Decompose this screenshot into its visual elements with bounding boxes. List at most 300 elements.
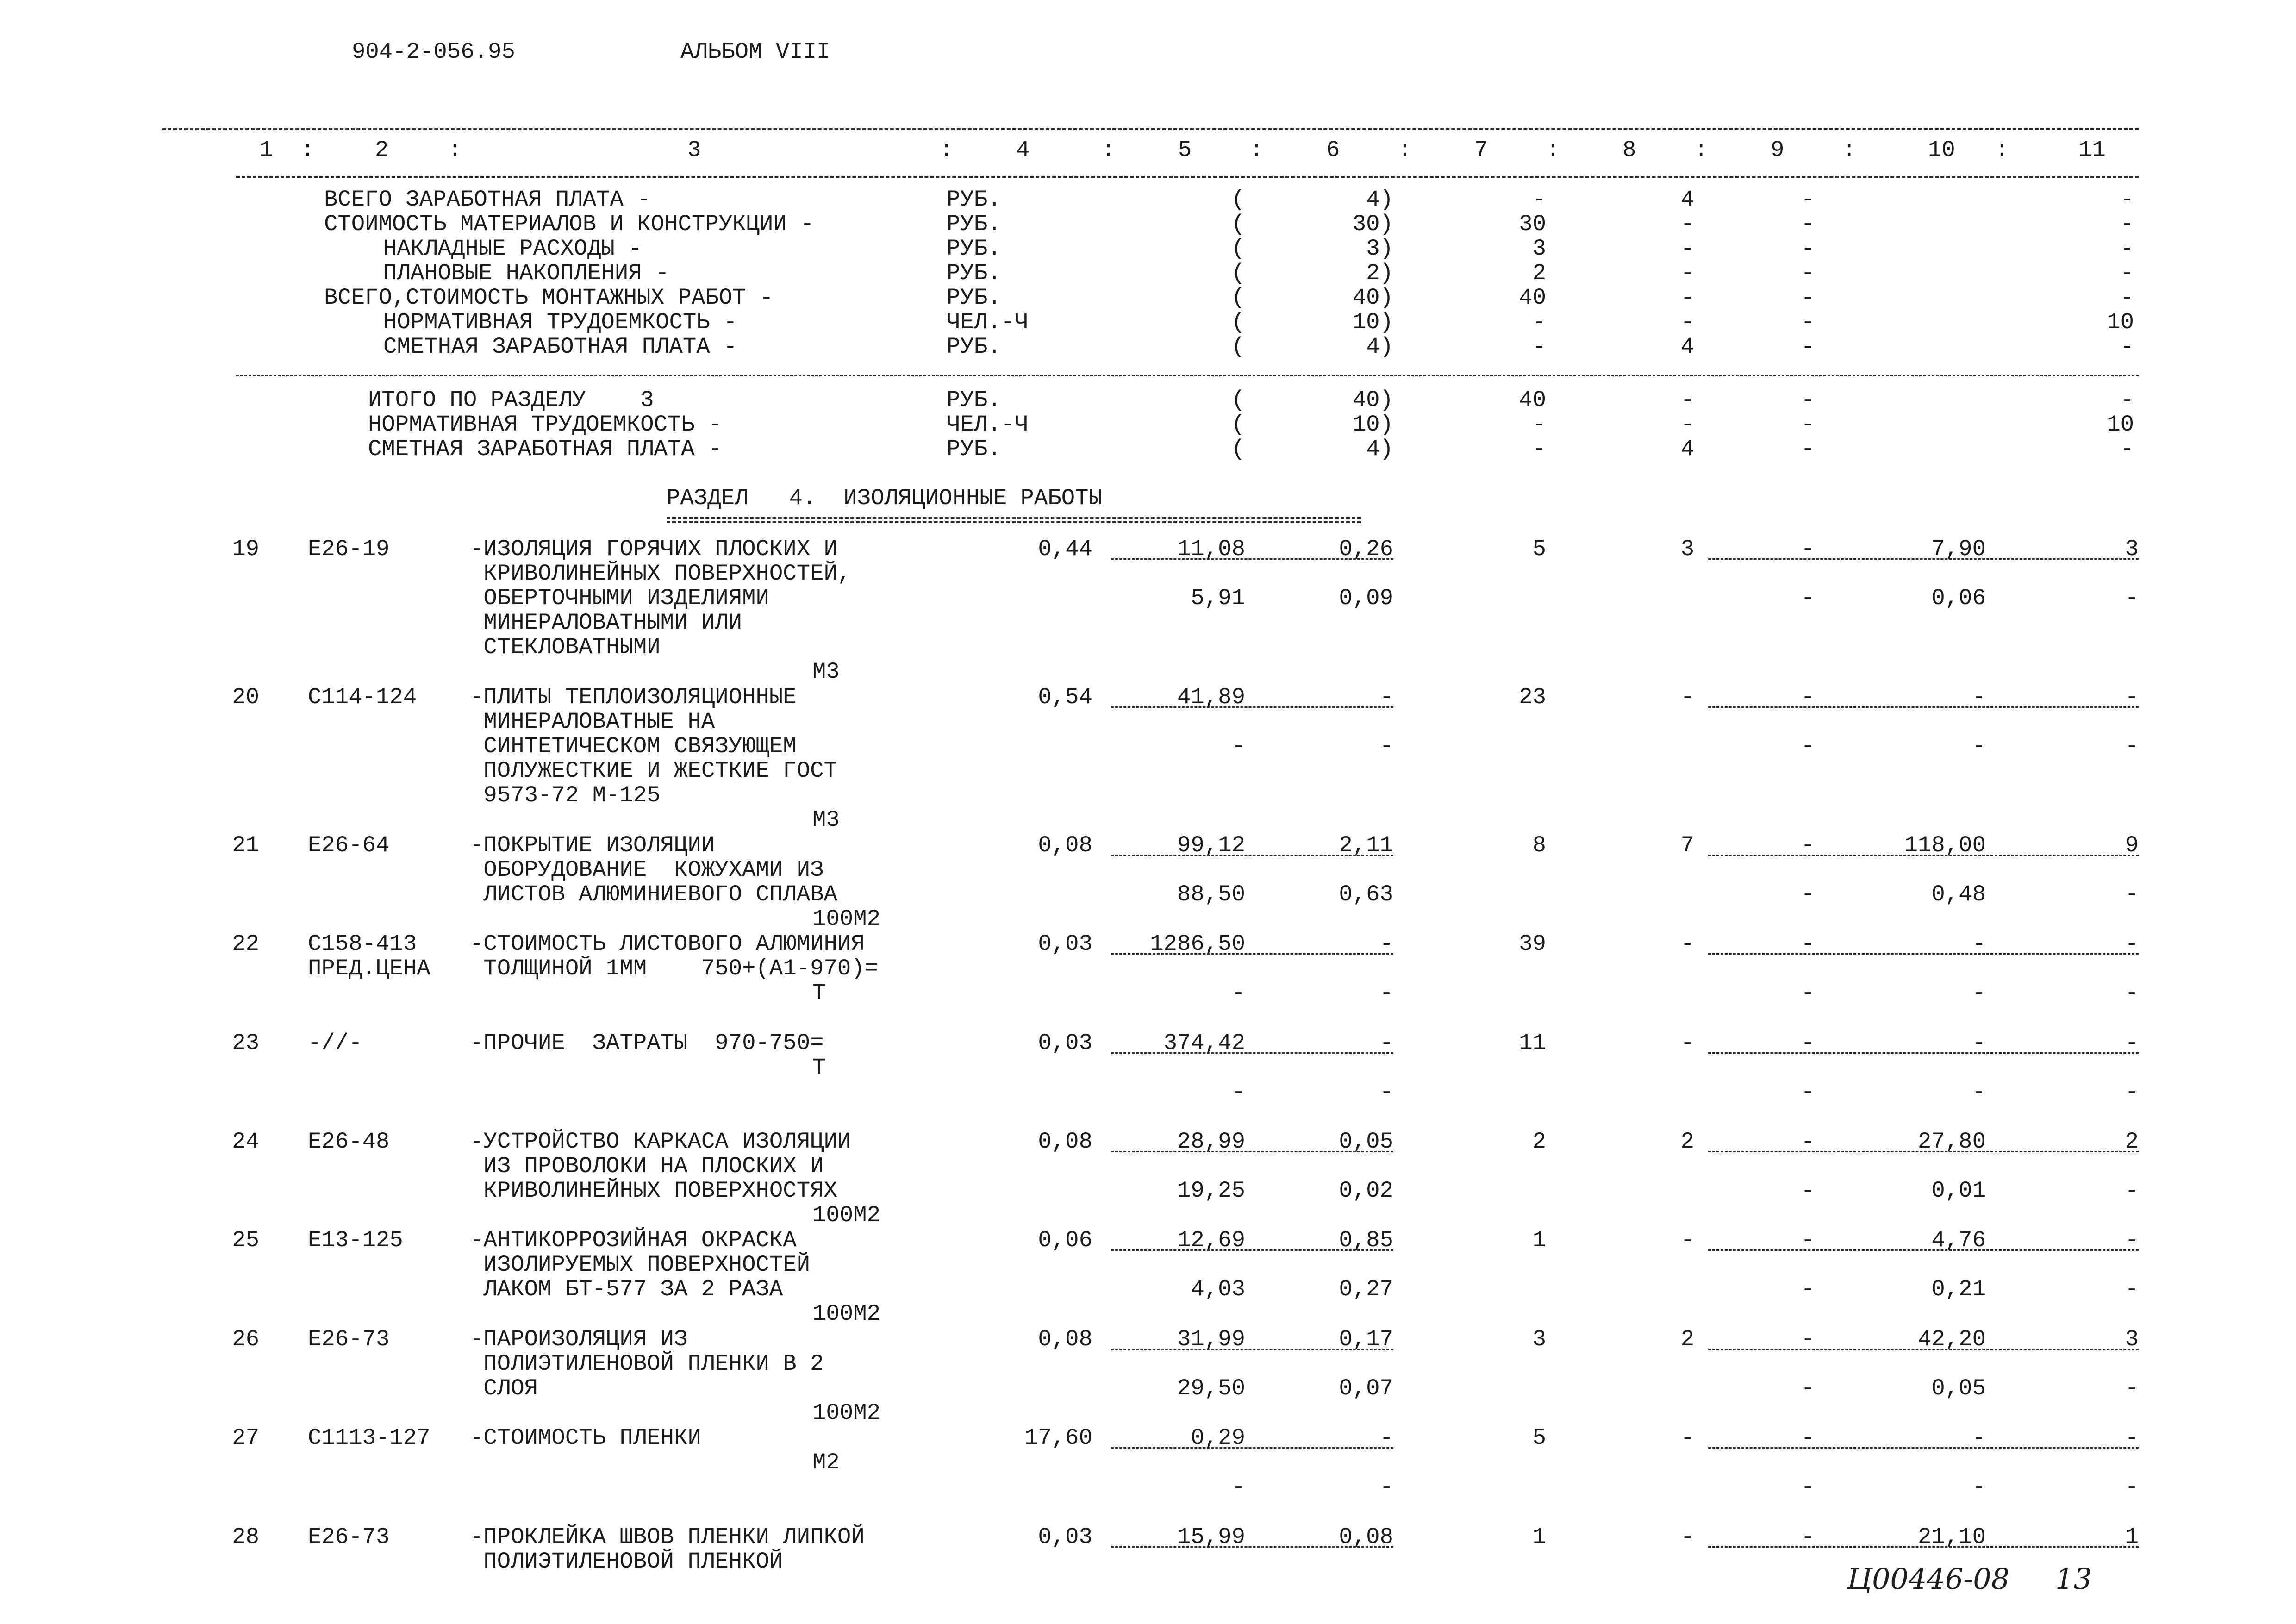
item-c5: 1286,50 [1150,931,1245,957]
item-description-line: ОБОРУДОВАНИЕ КОЖУХАМИ ИЗ [470,857,824,883]
totals-col11: - [2120,260,2134,286]
item-code: С1113-127 [308,1425,430,1451]
item-description-line: 9573-72 М-125 [470,782,661,808]
item-description-line: ЛАКОМ БТ-577 ЗА 2 РАЗА [470,1276,783,1302]
totals-col11: - [2120,334,2134,360]
item-number: 25 [232,1227,259,1253]
item-code: С114-124 [308,684,417,710]
column-separator: : [1694,137,1708,163]
totals-col6: 2) [1366,260,1393,286]
item-c6-second-line: 0,27 [1339,1276,1393,1302]
item-c7: 8 [1532,832,1546,858]
totals-label: НАКЛАДНЫЕ РАСХОДЫ - [383,236,642,262]
totals-col7: 40 [1519,285,1546,311]
totals-col11: 10 [2107,412,2134,437]
item-c5: 12,69 [1177,1227,1245,1253]
item-rule [1111,855,1393,856]
totals-paren: ( [1231,260,1245,286]
item-c5: 374,42 [1163,1030,1245,1056]
totals-col6: 10) [1352,309,1393,335]
totals-unit: РУБ. [947,334,1001,360]
totals-col7: - [1532,334,1546,360]
totals-col6: 30) [1352,211,1393,237]
totals-label: СТОИМОСТЬ МАТЕРИАЛОВ И КОНСТРУКЦИИ - [324,211,814,237]
totals-col11: - [2120,436,2134,462]
totals-col9: - [1801,236,1815,262]
totals-col9: - [1801,334,1815,360]
item-description-line: ИЗ ПРОВОЛОКИ НА ПЛОСКИХ И [470,1153,824,1179]
item-description-line: -АНТИКОРРОЗИЙНАЯ ОКРАСКА [470,1227,797,1253]
item-c11: 2 [2125,1129,2139,1155]
totals-col9: - [1801,387,1815,413]
item-unit: 100М2 [812,1400,881,1426]
item-c5: 99,12 [1177,832,1245,858]
item-c9: - [1801,684,1815,710]
totals-col8: - [1680,387,1694,413]
item-c11-second-line: - [2125,1276,2139,1302]
totals-paren: ( [1231,387,1245,413]
column-separator: : [940,137,954,163]
totals-label: ИТОГО ПО РАЗДЕЛУ 3 [368,387,654,413]
item-description-line: ПОЛУЖЕСТКИЕ И ЖЕСТКИЕ ГОСТ [470,758,837,784]
item-c7: 1 [1532,1227,1546,1253]
column-number-6: 6 [1326,137,1340,163]
item-c11: 1 [2125,1524,2139,1550]
item-c6: 0,26 [1339,536,1393,562]
item-rule [1111,1349,1393,1350]
totals-paren: ( [1231,309,1245,335]
totals-unit: РУБ. [947,260,1001,286]
item-code: Е26-64 [308,832,390,858]
item-number: 26 [232,1326,259,1352]
totals-col7: - [1532,309,1546,335]
totals-paren: ( [1231,334,1245,360]
item-rule [1708,1151,2139,1152]
item-c4: 0,03 [1038,1030,1092,1056]
totals-col6: 4) [1366,187,1393,212]
totals-col9: - [1801,285,1815,311]
item-c5-second-line: 88,50 [1177,881,1245,907]
item-c9-second-line: - [1801,1079,1815,1105]
item-rule [1708,706,2139,708]
item-c11-second-line: - [2125,1474,2139,1500]
item-c11: 3 [2125,536,2139,562]
totals-col8: 4 [1680,334,1694,360]
item-rule [1708,953,2139,955]
totals-col9: - [1801,211,1815,237]
item-c8: 3 [1680,536,1694,562]
item-c5: 41,89 [1177,684,1245,710]
column-number-7: 7 [1474,137,1488,163]
item-description-line: -ПОКРЫТИЕ ИЗОЛЯЦИИ [470,832,715,858]
item-c6-second-line: - [1379,733,1393,759]
item-c9-second-line: - [1801,1276,1815,1302]
item-c7: 2 [1532,1129,1546,1155]
item-c4: 0,03 [1038,1524,1092,1550]
totals-col7: 30 [1519,211,1546,237]
column-number-4: 4 [1016,137,1030,163]
column-number-1: 1 [259,137,273,163]
totals-col7: - [1532,412,1546,437]
item-description-line: СТЕКЛОВАТНЫМИ [470,634,661,660]
section-title-underline [667,517,1361,523]
totals-col9: - [1801,412,1815,437]
item-c9: - [1801,1129,1815,1155]
item-description-line: СЛОЯ [470,1375,538,1401]
item-rule [1111,1151,1393,1152]
column-number-5: 5 [1178,137,1192,163]
item-c5-second-line: 29,50 [1177,1375,1245,1401]
item-c9-second-line: - [1801,1178,1815,1204]
item-c9-second-line: - [1801,1474,1815,1500]
totals-label: СМЕТНАЯ ЗАРАБОТНАЯ ПЛАТА - [368,436,722,462]
item-unit: М2 [812,1449,840,1475]
item-c4: 0,08 [1038,1129,1092,1155]
totals-label: СМЕТНАЯ ЗАРАБОТНАЯ ПЛАТА - [383,334,737,360]
item-c6-second-line: 0,09 [1339,585,1393,611]
totals-unit: ЧЕЛ.-Ч [947,412,1029,437]
item-c10-second-line: 0,48 [1931,881,1986,907]
item-rule [1111,1249,1393,1251]
column-number-2: 2 [375,137,389,163]
item-description-line: КРИВОЛИНЕЙНЫХ ПОВЕРХНОСТЕЙ, [470,561,851,587]
item-rule [1708,855,2139,856]
totals-col9: - [1801,260,1815,286]
totals-col7: 3 [1532,236,1546,262]
totals-label: ВСЕГО ЗАРАБОТНАЯ ПЛАТА - [324,187,651,212]
item-number: 22 [232,931,259,957]
item-code-note: ПРЕД.ЦЕНА [308,956,430,981]
item-unit: 100М2 [812,1301,881,1327]
totals-separator-rule [236,375,2139,376]
item-c10: 27,80 [1917,1129,1986,1155]
item-c6-second-line: 0,07 [1339,1375,1393,1401]
item-c9: - [1801,931,1815,957]
column-number-11: 11 [2078,137,2106,163]
totals-col7: - [1532,436,1546,462]
item-rule [1708,1052,2139,1054]
item-c4: 0,44 [1038,536,1092,562]
album-label: АЛЬБОМ VIII [680,39,830,65]
item-c6: - [1379,1030,1393,1056]
item-c11-second-line: - [2125,585,2139,611]
totals-col11: 10 [2107,309,2134,335]
item-c9-second-line: - [1801,1375,1815,1401]
handwritten-stamp-number: Ц00446-08 [1847,1562,2010,1596]
item-rule [1111,558,1393,560]
item-c5-second-line: - [1231,1474,1245,1500]
item-c9-second-line: - [1801,585,1815,611]
item-c10-second-line: - [1972,980,1986,1006]
item-rule [1111,1447,1393,1449]
item-rule [1111,1052,1393,1054]
item-c5-second-line: 4,03 [1191,1276,1245,1302]
item-rule [1708,1349,2139,1350]
totals-col8: - [1680,309,1694,335]
item-c9: - [1801,1425,1815,1451]
column-separator: : [1398,137,1412,163]
totals-unit: РУБ. [947,387,1001,413]
item-c7: 5 [1532,536,1546,562]
column-separator: : [1250,137,1264,163]
item-description-line: ТОЛЩИНОЙ 1ММ 750+(А1-970)= [470,956,879,981]
totals-col8: - [1680,211,1694,237]
item-rule [1708,1546,2139,1548]
item-description-line: МИНЕРАЛОВАТНЫЕ НА [470,709,715,735]
totals-col8: 4 [1680,187,1694,212]
item-c6: - [1379,931,1393,957]
item-c5: 31,99 [1177,1326,1245,1352]
totals-col7: 2 [1532,260,1546,286]
item-number: 19 [232,536,259,562]
item-c5-second-line: - [1231,1079,1245,1105]
item-rule [1111,953,1393,955]
item-description-line: -ПРОКЛЕЙКА ШВОВ ПЛЕНКИ ЛИПКОЙ [470,1524,865,1550]
item-c10-second-line: 0,01 [1931,1178,1986,1204]
item-description-line: СИНТЕТИЧЕСКОМ СВЯЗУЮЩЕМ [470,733,797,759]
column-number-8: 8 [1622,137,1636,163]
totals-col6: 40) [1352,387,1393,413]
item-c6-second-line: - [1379,1474,1393,1500]
item-c9: - [1801,1227,1815,1253]
item-c10-second-line: - [1972,1079,1986,1105]
totals-col11: - [2120,236,2134,262]
item-c7: 3 [1532,1326,1546,1352]
totals-col8: - [1680,285,1694,311]
item-description-line: -СТОИМОСТЬ ЛИСТОВОГО АЛЮМИНИЯ [470,931,865,957]
item-c7: 1 [1532,1524,1546,1550]
totals-col8: - [1680,236,1694,262]
item-c8: - [1680,1524,1694,1550]
totals-col9: - [1801,436,1815,462]
item-description-line: ПОЛИЭТИЛЕНОВОЙ ПЛЕНКОЙ [470,1549,783,1574]
totals-col8: - [1680,260,1694,286]
item-unit: М3 [812,807,840,833]
totals-label: ПЛАНОВЫЕ НАКОПЛЕНИЯ - [383,260,669,286]
item-c7: 39 [1519,931,1546,957]
column-separator: : [1842,137,1856,163]
item-c8: - [1680,684,1694,710]
item-c11-second-line: - [2125,1375,2139,1401]
item-unit: М3 [812,659,840,685]
item-c5-second-line: - [1231,733,1245,759]
totals-col6: 3) [1366,236,1393,262]
item-c10-second-line: 0,21 [1931,1276,1986,1302]
item-c5: 15,99 [1177,1524,1245,1550]
item-c5-second-line: 5,91 [1191,585,1245,611]
item-c10: - [1972,684,1986,710]
item-description-line: ПОЛИЭТИЛЕНОВОЙ ПЛЕНКИ В 2 [470,1351,824,1377]
item-c6: 0,05 [1339,1129,1393,1155]
page-number: 13 [2055,1562,2092,1596]
item-number: 28 [232,1524,259,1550]
column-separator: : [1102,137,1116,163]
item-number: 27 [232,1425,259,1451]
item-c9: - [1801,536,1815,562]
totals-col11: - [2120,285,2134,311]
item-c9-second-line: - [1801,980,1815,1006]
item-c9: - [1801,1030,1815,1056]
item-c8: 2 [1680,1326,1694,1352]
item-c6: - [1379,1425,1393,1451]
column-separator: : [1995,137,2009,163]
item-number: 20 [232,684,259,710]
totals-paren: ( [1231,187,1245,212]
totals-paren: ( [1231,211,1245,237]
item-description-line: ЛИСТОВ АЛЮМИНИЕВОГО СПЛАВА [470,881,837,907]
table-top-rule [162,128,2139,130]
totals-unit: РУБ. [947,211,1001,237]
item-number: 21 [232,832,259,858]
item-c11: 9 [2125,832,2139,858]
item-c9-second-line: - [1801,881,1815,907]
item-c9: - [1801,1524,1815,1550]
item-c11: - [2125,1227,2139,1253]
totals-col6: 10) [1352,412,1393,437]
item-c10: 118,00 [1904,832,1986,858]
item-unit: Т [812,980,826,1006]
item-c10: - [1972,931,1986,957]
item-description-line: ИЗОЛИРУЕМЫХ ПОВЕРХНОСТЕЙ [470,1252,811,1278]
totals-col6: 4) [1366,334,1393,360]
totals-unit: РУБ. [947,187,1001,212]
item-c5-second-line: - [1231,980,1245,1006]
item-c4: 17,60 [1024,1425,1092,1451]
column-number-9: 9 [1771,137,1784,163]
item-c8: 2 [1680,1129,1694,1155]
column-number-10: 10 [1928,137,1955,163]
item-c9: - [1801,832,1815,858]
totals-paren: ( [1231,285,1245,311]
document-code: 904-2-056.95 [352,39,515,65]
totals-col11: - [2120,211,2134,237]
item-rule [1111,706,1393,708]
item-c4: 0,06 [1038,1227,1092,1253]
item-rule [1111,1546,1393,1548]
item-c4: 0,03 [1038,931,1092,957]
item-rule [1708,1249,2139,1251]
item-c11: 3 [2125,1326,2139,1352]
totals-unit: ЧЕЛ.-Ч [947,309,1029,335]
item-c7: 23 [1519,684,1546,710]
totals-col9: - [1801,309,1815,335]
item-unit: 100М2 [812,906,881,932]
item-description-line: -ПАРОИЗОЛЯЦИЯ ИЗ [470,1326,688,1352]
totals-col7: - [1532,187,1546,212]
item-c10: - [1972,1425,1986,1451]
totals-col8: 4 [1680,436,1694,462]
item-c8: - [1680,1425,1694,1451]
item-description-line: -ИЗОЛЯЦИЯ ГОРЯЧИХ ПЛОСКИХ И [470,536,837,562]
item-description-line: -УСТРОЙСТВО КАРКАСА ИЗОЛЯЦИИ [470,1129,851,1155]
item-c11-second-line: - [2125,733,2139,759]
item-c5: 28,99 [1177,1129,1245,1155]
item-c11-second-line: - [2125,881,2139,907]
item-code: Е26-48 [308,1129,390,1155]
item-rule [1708,1447,2139,1449]
item-c6: - [1379,684,1393,710]
item-c6-second-line: 0,02 [1339,1178,1393,1204]
item-c9: - [1801,1326,1815,1352]
column-number-3: 3 [687,137,701,163]
item-c10-second-line: 0,06 [1931,585,1986,611]
item-c11: - [2125,1425,2139,1451]
item-c8: 7 [1680,832,1694,858]
item-c11-second-line: - [2125,1079,2139,1105]
item-c5-second-line: 19,25 [1177,1178,1245,1204]
item-number: 24 [232,1129,259,1155]
item-code: -//- [308,1030,362,1056]
item-code: Е26-73 [308,1524,390,1550]
totals-unit: РУБ. [947,436,1001,462]
item-description-line: МИНЕРАЛОВАТНЫМИ ИЛИ [470,610,742,636]
totals-col6: 40) [1352,285,1393,311]
item-code: Е26-73 [308,1326,390,1352]
item-number: 23 [232,1030,259,1056]
section-title: РАЗДЕЛ 4. ИЗОЛЯЦИОННЫЕ РАБОТЫ [667,485,1102,511]
item-c11: - [2125,684,2139,710]
totals-col6: 4) [1366,436,1393,462]
item-c8: - [1680,1030,1694,1056]
item-unit: Т [812,1055,826,1081]
column-separator: : [1546,137,1560,163]
header-bottom-rule [236,176,2139,178]
item-c10: - [1972,1030,1986,1056]
item-c6-second-line: - [1379,1079,1393,1105]
totals-label: НОРМАТИВНАЯ ТРУДОЕМКОСТЬ - [383,309,737,335]
item-c10: 7,90 [1931,536,1986,562]
column-separator: : [448,137,462,163]
item-c5: 11,08 [1177,536,1245,562]
item-c10: 4,76 [1931,1227,1986,1253]
totals-paren: ( [1231,436,1245,462]
item-c8: - [1680,931,1694,957]
totals-col9: - [1801,187,1815,212]
item-c9-second-line: - [1801,733,1815,759]
item-c7: 11 [1519,1030,1546,1056]
totals-col11: - [2120,187,2134,212]
item-code: Е13-125 [308,1227,403,1253]
item-c11-second-line: - [2125,980,2139,1006]
item-c5: 0,29 [1191,1425,1245,1451]
totals-col7: 40 [1519,387,1546,413]
item-c7: 5 [1532,1425,1546,1451]
item-code: Е26-19 [308,536,390,562]
item-c6: 0,85 [1339,1227,1393,1253]
totals-paren: ( [1231,412,1245,437]
item-c11: - [2125,1030,2139,1056]
totals-col8: - [1680,412,1694,437]
item-c10: 21,10 [1917,1524,1986,1550]
item-c11: - [2125,931,2139,957]
totals-unit: РУБ. [947,285,1001,311]
item-c4: 0,08 [1038,1326,1092,1352]
totals-label: ВСЕГО,СТОИМОСТЬ МОНТАЖНЫХ РАБОТ - [324,285,774,311]
item-c10-second-line: - [1972,733,1986,759]
item-c6: 2,11 [1339,832,1393,858]
totals-paren: ( [1231,236,1245,262]
column-separator: : [301,137,315,163]
item-c6-second-line: - [1379,980,1393,1006]
item-c11-second-line: - [2125,1178,2139,1204]
totals-col11: - [2120,387,2134,413]
item-code: С158-413 [308,931,417,957]
item-c4: 0,54 [1038,684,1092,710]
item-c6-second-line: 0,63 [1339,881,1393,907]
totals-label: НОРМАТИВНАЯ ТРУДОЕМКОСТЬ - [368,412,722,437]
item-description-line: -ПЛИТЫ ТЕПЛОИЗОЛЯЦИОННЫЕ [470,684,797,710]
totals-unit: РУБ. [947,236,1001,262]
